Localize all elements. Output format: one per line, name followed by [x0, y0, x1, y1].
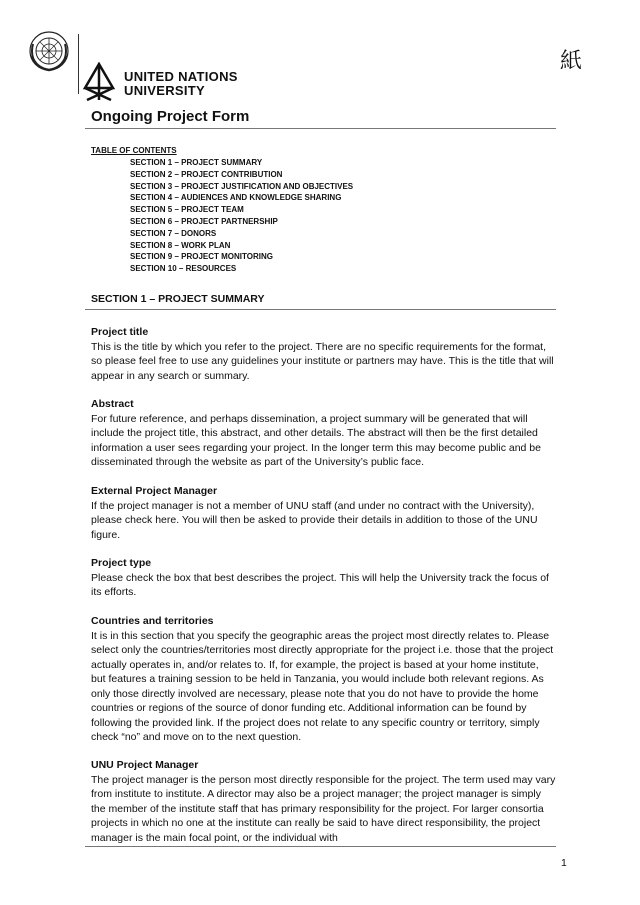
- toc-list: [130, 157, 353, 275]
- org-name-line2: UNIVERSITY: [124, 83, 206, 98]
- page-number: 1: [561, 857, 567, 869]
- page-title: Ongoing Project Form: [91, 108, 250, 125]
- field-external-project-manager: [91, 484, 556, 542]
- toc-item: SECTION 4 – AUDIENCES AND KNOWLEDGE SHARING: [130, 193, 342, 203]
- un-emblem-icon: [28, 30, 70, 72]
- title-rule: [85, 128, 556, 129]
- field-title: UNU Project Manager: [91, 759, 199, 771]
- field-body: The project manager is the person most directly responsible for the project. The term used may vary from institute to institute. A director may also be a project manager; the project manager is simply the member of the institute staff that has primary responsibility for the project. For larger consortia projects in which no one at the institute can really be said to have direct responsibility, the project manager is the main focal point, or the individual with: [91, 773, 556, 844]
- field-unu-project-manager: [91, 758, 556, 845]
- toc-item: SECTION 6 – PROJECT PARTNERSHIP: [130, 216, 278, 226]
- field-body: If the project manager is not a member of UNU staff (and under no contract with the University), please check here. You will then be asked to provide their details in addition to those of the UNU figure.: [91, 499, 538, 541]
- corner-glyph: 紙: [560, 49, 583, 74]
- toc-item: SECTION 7 – DONORS: [130, 228, 217, 238]
- toc-item: SECTION 5 – PROJECT TEAM: [130, 205, 244, 215]
- field-body: For future reference, and perhaps dissemination, a project summary will be generated that will include the project title, this abstract, and other details. The abstract will then be the first detailed information a user sees regarding your project. In the longer term this may become public and be disseminated through the website as part of the University’s public face.: [91, 412, 541, 468]
- field-abstract: [91, 397, 556, 470]
- unu-logo-icon: [82, 62, 116, 102]
- field-title: Project type: [91, 557, 152, 569]
- toc-item: SECTION 10 – RESOURCES: [130, 264, 237, 274]
- org-name: [124, 70, 238, 98]
- toc-item: SECTION 8 – WORK PLAN: [130, 240, 231, 250]
- field-body: It is in this section that you specify the geographic areas the project most directly relates to. Please select only the countries/territories most directly appropriate for the project i.e. those that the project actually operates in, and/or relates to. If, for example, the project is based at your home institute, but features a training session to be held in Tanzania, you would include both relevant regions. As only those directly involved are necessary, please note that you do not have to provide the home countries or regions of the source of donor funding etc. Additional information can be found by following the provided link. If the project does not relate to any specific country or territory, simply check “no” and move on to the next question.: [91, 629, 554, 743]
- field-body: Please check the box that best describes the project. This will help the University track the focus of its efforts.: [91, 571, 549, 598]
- field-title: Abstract: [91, 398, 134, 410]
- field-project-title: [91, 325, 556, 383]
- org-name-line1: UNITED NATIONS: [124, 69, 238, 84]
- header-divider: [78, 34, 79, 94]
- section-heading: SECTION 1 – PROJECT SUMMARY: [91, 293, 265, 305]
- field-title: Project title: [91, 326, 149, 338]
- field-body: This is the title by which you refer to the project. There are no specific requirements for the format, so please feel free to use any guidelines your institute or partners may have. This is the title that will appear in any search or summary.: [91, 340, 554, 382]
- toc-item: SECTION 2 – PROJECT CONTRIBUTION: [130, 169, 283, 179]
- field-title: Countries and territories: [91, 615, 214, 627]
- toc-item: SECTION 9 – PROJECT MONITORING: [130, 252, 273, 262]
- field-title: External Project Manager: [91, 485, 218, 497]
- toc-heading: TABLE OF CONTENTS: [91, 146, 177, 155]
- field-countries-territories: [91, 614, 556, 745]
- section-rule: [85, 309, 556, 310]
- toc-item: SECTION 1 – PROJECT SUMMARY: [130, 158, 263, 167]
- toc-item: SECTION 3 – PROJECT JUSTIFICATION AND OBJECTIVES: [130, 181, 354, 191]
- field-project-type: [91, 556, 556, 600]
- footer-rule: [85, 846, 556, 847]
